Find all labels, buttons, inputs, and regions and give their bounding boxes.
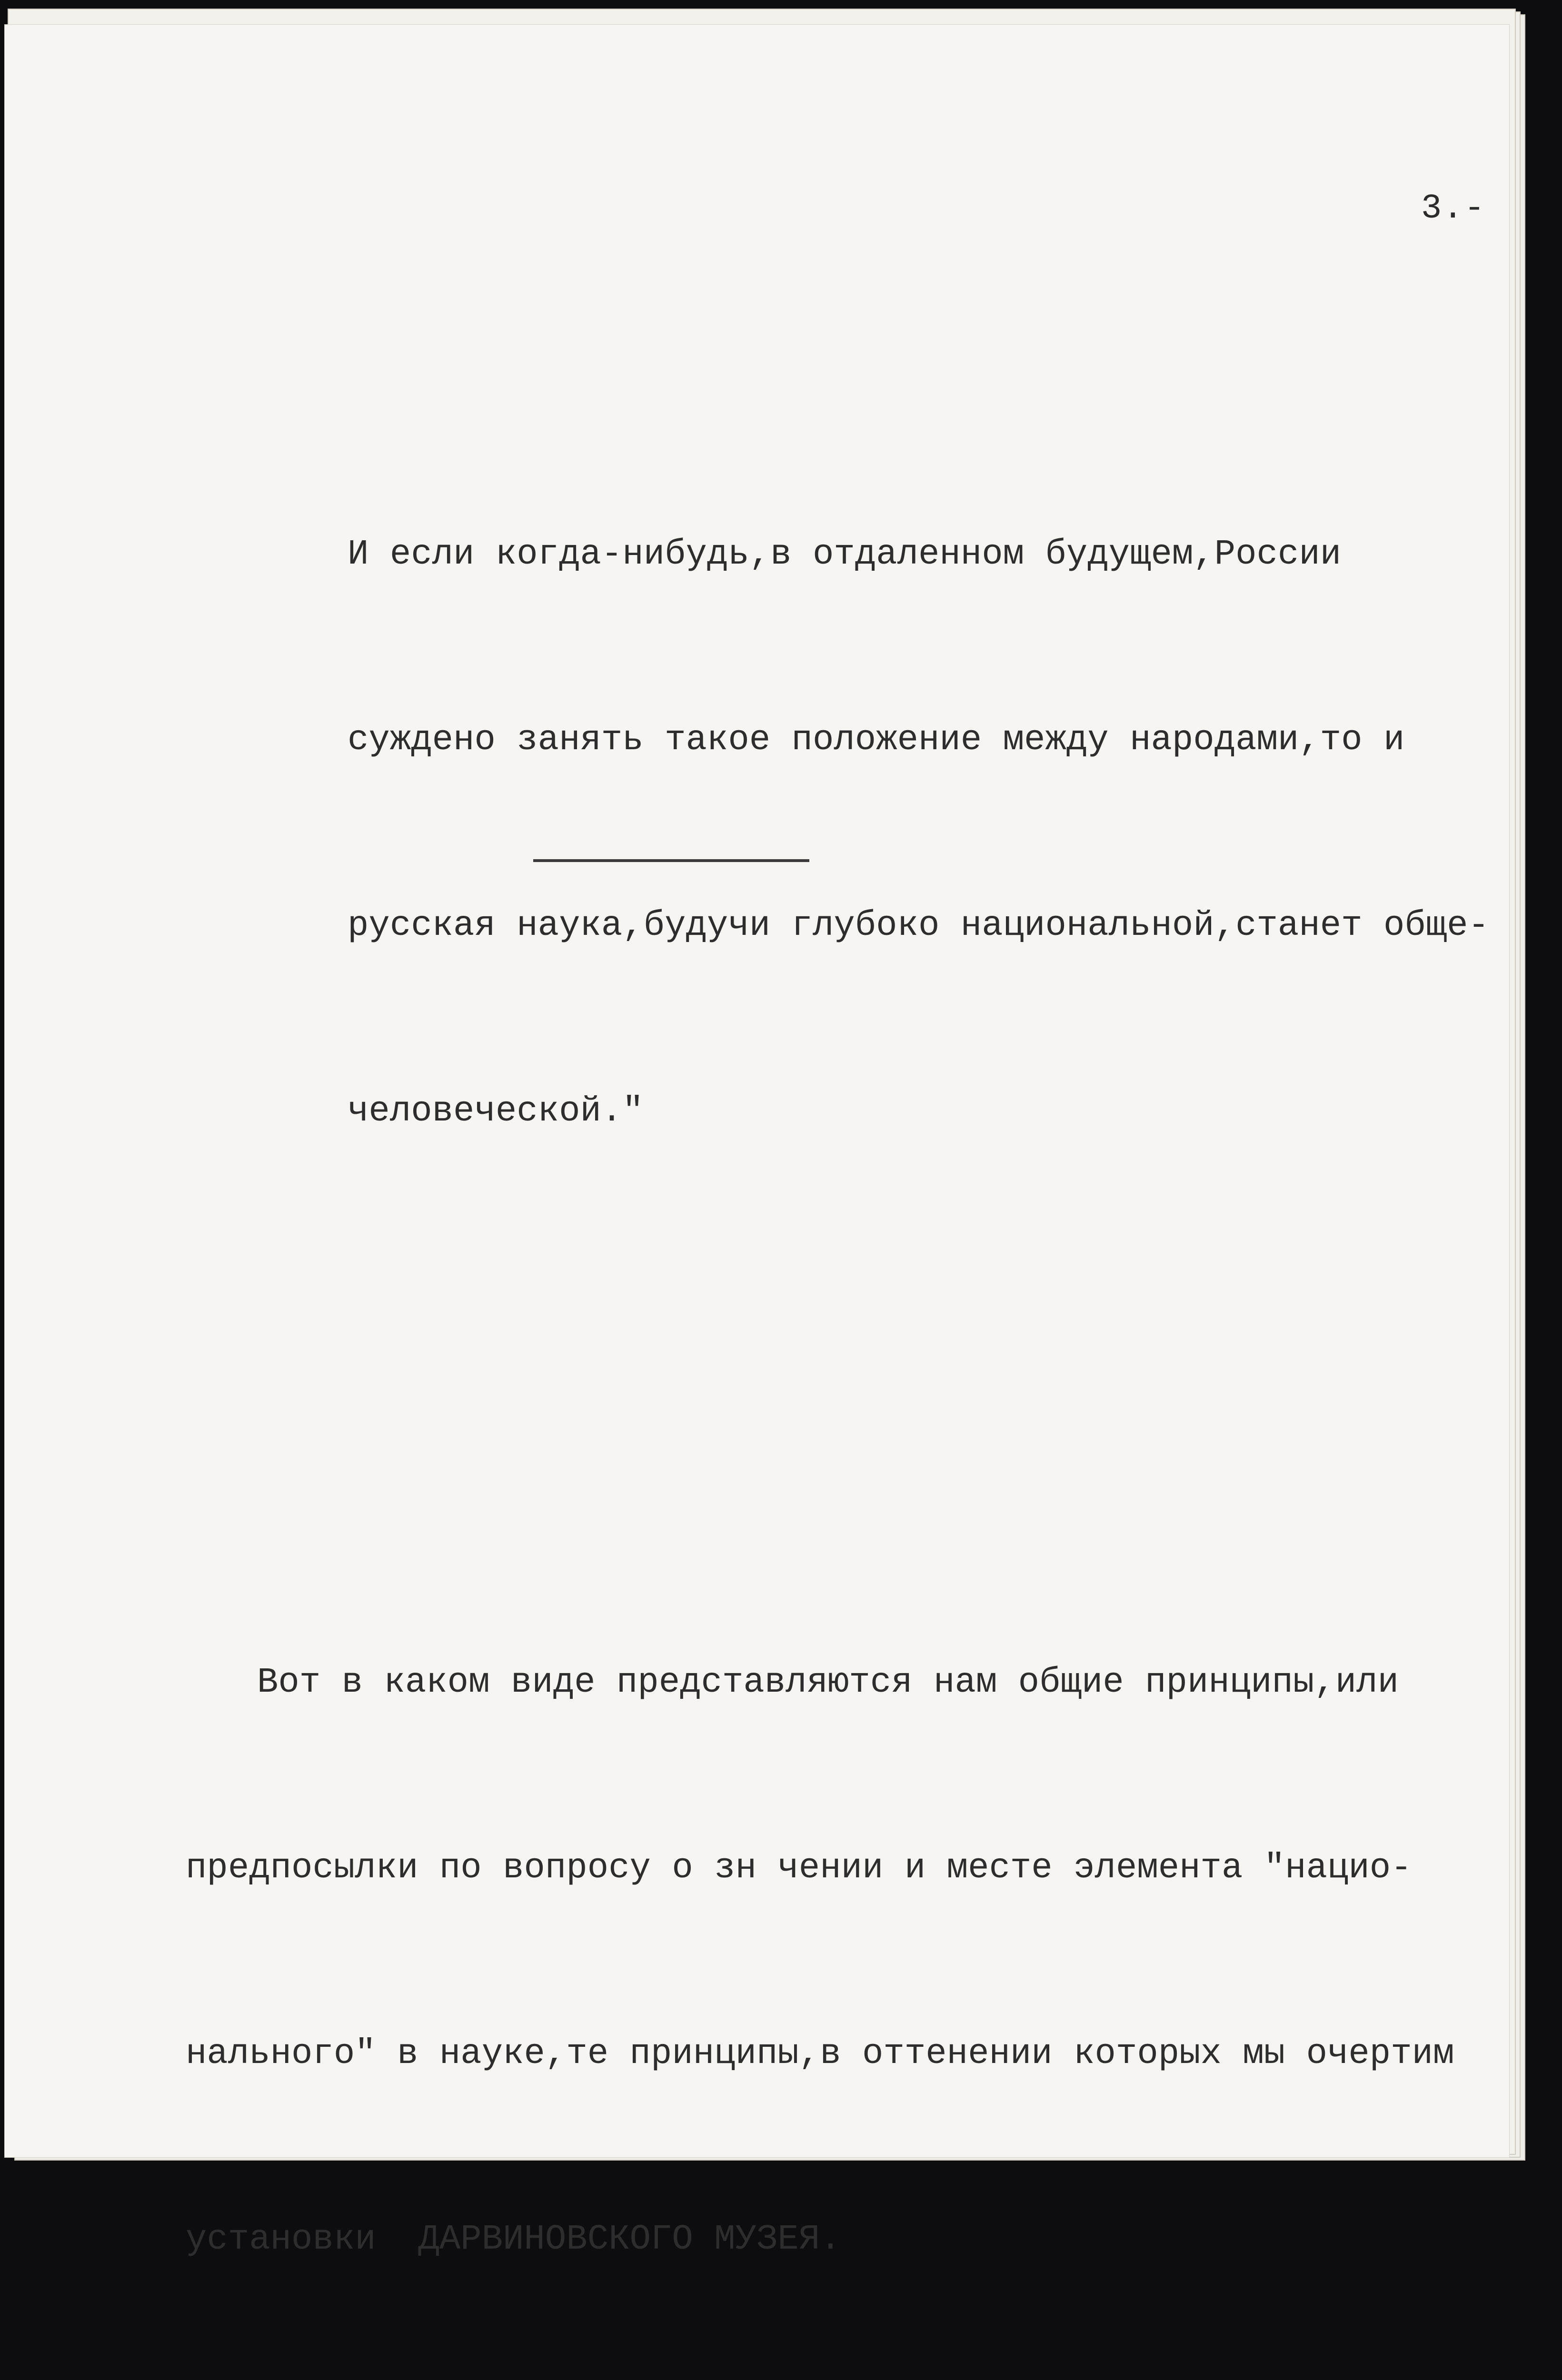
text-line: человеческой." (348, 1091, 644, 1131)
document-body (186, 276, 1509, 2380)
text-line: русская наука,будучи глубоко национальной,станет обще- (348, 906, 1489, 946)
text-line: нального" в науке,те принципы,в оттенении которых мы очертим (186, 2034, 1454, 2074)
paragraph-principles (186, 1528, 1509, 2380)
text-line: И если когда-нибудь,в отдаленном будущем,России (348, 535, 1342, 575)
text-line: Вот в каком виде представляются нам общие принципы,или (257, 1663, 1399, 1703)
text-line: предпосылки по вопросу о зн чении и месте элемента "нацио- (186, 1848, 1412, 1888)
quote-paragraph (186, 400, 1509, 1266)
text-line: установки ДАРВИНОВСКОГО МУЗЕЯ. (186, 2220, 841, 2260)
text-line: суждено занять такое положение между народами,то и (348, 720, 1405, 760)
page-number: 3.- (1421, 189, 1486, 228)
